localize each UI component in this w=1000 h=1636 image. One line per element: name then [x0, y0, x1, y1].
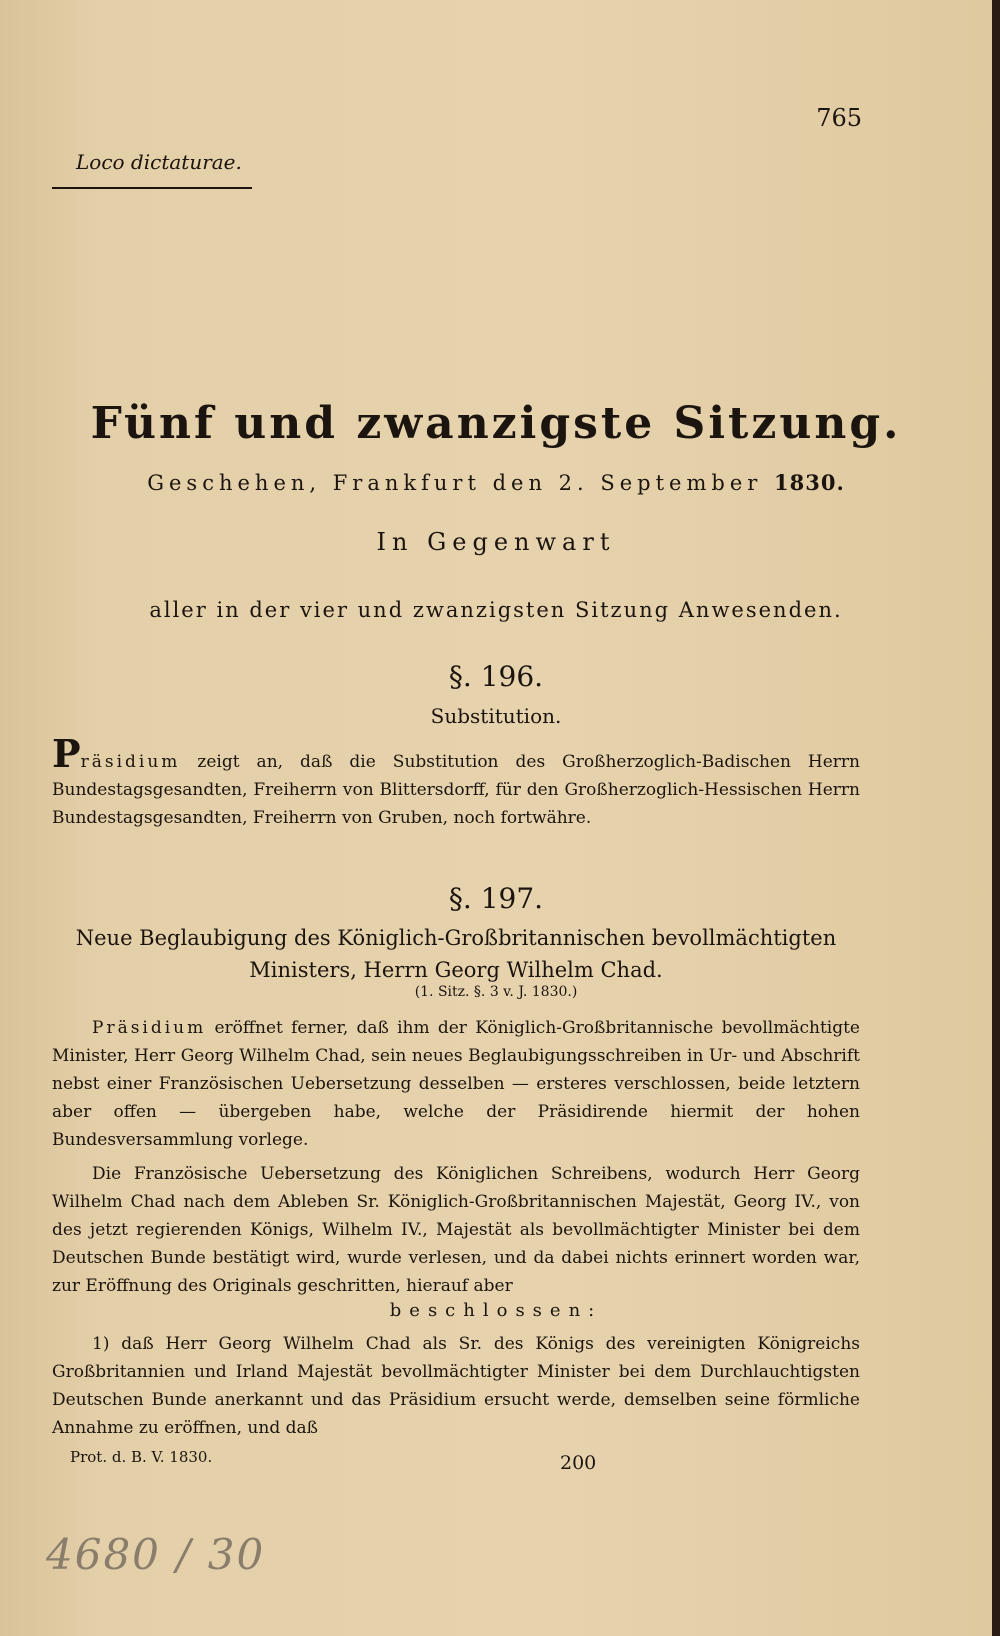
section-196-text: zeigt an, daß die Substitution des Großherzoglich-Badischen Herrn Bundestagsgesandten, Freiherrn von Blittersdorff, für den Großherzoglich-Hessischen Herrn Bundestagsgesandten, Freiherrn von Gruben, noch fortwähre. — [52, 752, 860, 828]
attendees-line: aller in der vier und zwanzigsten Sitzung Anwesenden. — [149, 598, 843, 622]
session-date-text: Geschehen, Frankfurt den 2. September — [147, 471, 763, 495]
section-197-citation: (1. Sitz. §. 3 v. J. 1830.) — [414, 984, 578, 1000]
section-197-paragraph-1 — [52, 1014, 860, 1154]
section-196-heading: Substitution. — [430, 704, 562, 728]
section-196-body — [52, 731, 860, 832]
presence-heading: In Gegenwart — [376, 528, 616, 556]
section-197-lead-word: Präsidium — [92, 1018, 207, 1038]
section-196-number: §. 196. — [448, 660, 544, 693]
session-date-year: 1830. — [774, 470, 845, 495]
session-title: Fünf und zwanzigste Sitzung. — [90, 398, 902, 449]
section-196-lead-word: räsidium — [80, 752, 181, 772]
section-197-paragraph-2: Die Französische Uebersetzung des Königlichen Schreibens, wodurch Herr Georg Wilhelm Chad nach dem Ableben Sr. Königlich-Großbritannischen Majestät, Georg IV., von des jetzt regierenden Königs, Wilhelm IV., Majestät als bevollmächtigter Minister bei dem Deutschen Bunde bestätigt wird, wurde verlesen, und da dabei nichts erinnert worden war, zur Eröffnung des Originals geschritten, hierauf aber — [52, 1164, 860, 1296]
handwritten-marginal-notes: 4680 / 30 — [46, 1530, 266, 1579]
section-197-paragraph-1-text: eröffnet ferner, daß ihm der Königlich-Großbritannische bevollmächtigte Minister, Herr Georg Wilhelm Chad, sein neues Beglaubigungsschreiben in Ur- und Abschrift nebst einer Französischen Uebersetzung desselben — ersteres verschlossen, beide letztern aber offen — übergeben habe, welche der Präsidirende hiermit der hohen Bundesversammlung vorlege. — [52, 1018, 860, 1150]
section-197-number: §. 197. — [448, 882, 544, 915]
section-196-dropcap: P — [52, 731, 81, 776]
section-197-heading: Neue Beglaubigung des Königlich-Großbritannischen bevollmächtigten Ministers, Herrn Georg Wilhelm Chad. — [75, 926, 837, 982]
running-head-rule — [52, 187, 252, 189]
section-197-paragraph-3: 1) daß Herr Georg Wilhelm Chad als Sr. des Königs des vereinigten Königreichs Großbritannien und Irland Majestät bevollmächtigter Minister bei dem Durchlauchtigsten Deutschen Bunde anerkannt und das Präsidium ersucht werde, demselben seine förmliche Annahme zu eröffnen, und daß — [52, 1334, 860, 1438]
printer-signature: 200 — [560, 1452, 597, 1474]
footer-reference: Prot. d. B. V. 1830. — [70, 1448, 213, 1466]
resolved-heading: beschlossen: — [389, 1300, 603, 1321]
running-head: Loco dictaturae. — [76, 150, 242, 174]
session-date-line — [0, 470, 992, 495]
page-number: 765 — [816, 104, 862, 132]
